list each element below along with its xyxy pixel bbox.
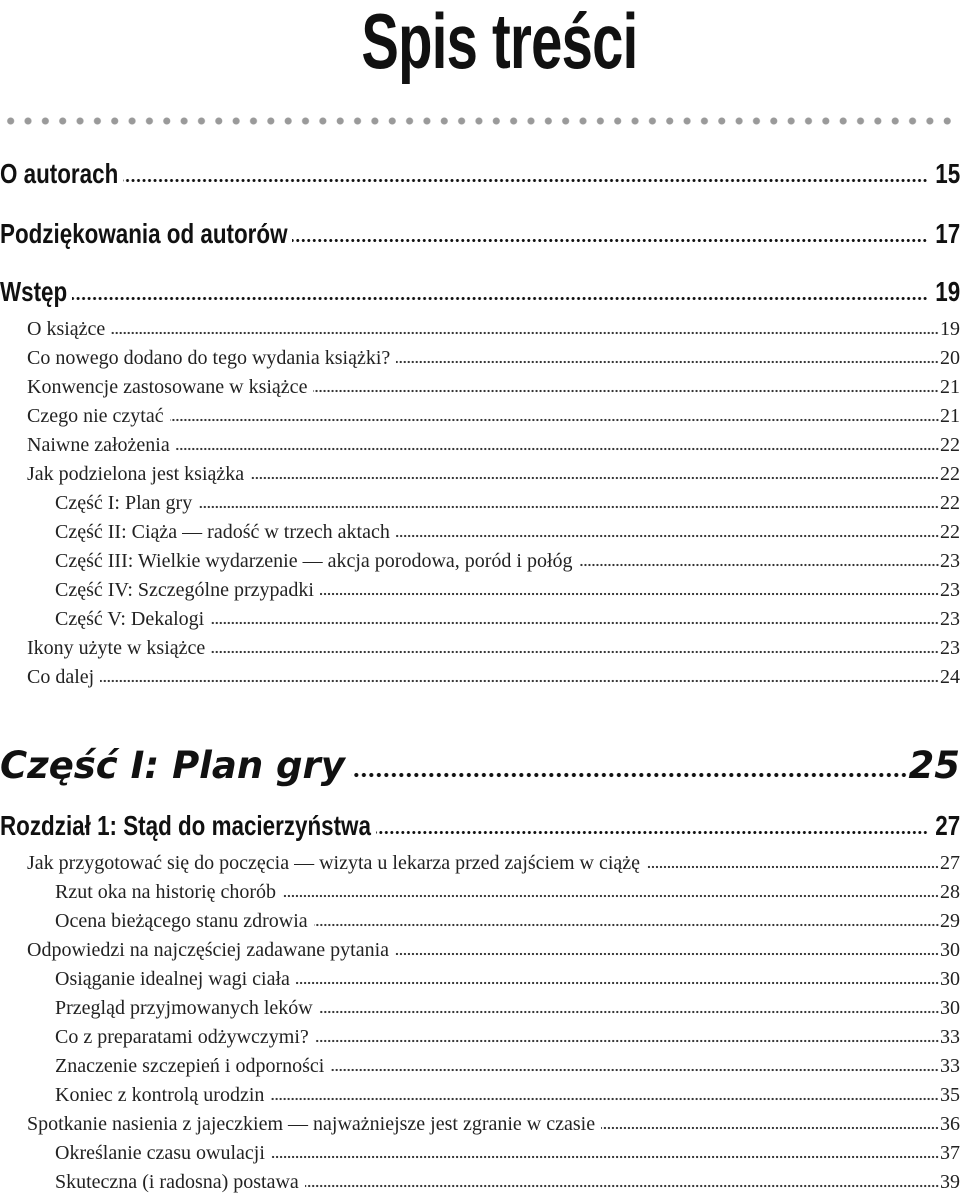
toc-entry-title: Podziękowania od autorów	[0, 218, 288, 249]
toc-entry[interactable]	[0, 744, 960, 792]
toc-entry-page: 22	[940, 434, 960, 456]
dot-leader	[210, 621, 939, 625]
toc-entry[interactable]	[0, 434, 960, 462]
toc-entry[interactable]	[0, 579, 960, 607]
toc-entry-page: 21	[940, 405, 960, 427]
toc-entry-title: Określanie czasu owulacji	[55, 1142, 265, 1164]
toc-entry-title: Część I: Plan gry	[0, 744, 345, 787]
toc-entry-page: 28	[940, 881, 960, 903]
dotted-divider	[2, 116, 958, 126]
toc-entry-title: Część I: Plan gry	[55, 492, 193, 514]
toc-entry-title: Rozdział 1: Stąd do macierzyństwa	[0, 810, 371, 841]
toc-entry-title: Rzut oka na historię chorób	[55, 881, 277, 903]
toc-entry-page: 33	[940, 1055, 960, 1077]
toc-entry-title: Konwencje zastosowane w książce	[27, 376, 308, 398]
toc-entry-page: 27	[940, 852, 960, 874]
toc-entry[interactable]	[0, 666, 960, 694]
toc-entry-title: Część III: Wielkie wydarzenie — akcja porodowa, poród i połóg	[55, 550, 573, 572]
dot-leader	[111, 331, 939, 335]
toc-entry[interactable]	[0, 1171, 960, 1199]
toc-entry-page: 22	[940, 521, 960, 543]
toc-entry[interactable]	[0, 1084, 960, 1112]
toc-entry[interactable]	[0, 910, 960, 938]
toc-entry[interactable]	[0, 881, 960, 909]
dot-leader	[282, 894, 939, 898]
dot-leader	[646, 865, 939, 869]
toc-entry-title: Część V: Dekalogi	[55, 608, 205, 630]
dot-leader	[292, 238, 928, 243]
toc-entry-title: Odpowiedzi na najczęściej zadawane pytania	[27, 939, 390, 961]
toc-entry[interactable]	[0, 608, 960, 636]
dot-leader	[123, 178, 928, 183]
dot-leader	[396, 360, 939, 364]
toc-entry-title: Jak przygotować się do poczęcia — wizyta u lekarza przed zajściem w ciążę	[27, 852, 641, 874]
toc-entry[interactable]	[0, 1113, 960, 1141]
dot-leader	[100, 679, 939, 683]
toc-entry-page: 27	[935, 810, 960, 841]
toc-entry[interactable]	[0, 376, 960, 404]
dot-leader	[396, 534, 939, 538]
toc-entry-title: Skuteczna (i radosna) postawa	[55, 1171, 299, 1193]
toc-entry[interactable]	[0, 276, 960, 312]
toc-entry-title: Co nowego dodano do tego wydania książki?	[27, 347, 391, 369]
toc-entry-page: 30	[940, 968, 960, 990]
dot-leader	[198, 505, 939, 509]
toc-entry-title: Spotkanie nasienia z jajeczkiem — najważniejsze jest zgranie w czasie	[27, 1113, 596, 1135]
dot-leader	[270, 1097, 939, 1101]
toc-entry[interactable]	[0, 1142, 960, 1170]
toc-entry[interactable]	[0, 318, 960, 346]
toc-entry-page: 35	[940, 1084, 960, 1106]
toc-entry[interactable]	[0, 939, 960, 967]
toc-entry-title: Przegląd przyjmowanych leków	[55, 997, 313, 1019]
toc-entry[interactable]	[0, 1026, 960, 1054]
toc-entry-title: Co z preparatami odżywczymi?	[55, 1026, 309, 1048]
toc-entry-page: 29	[940, 910, 960, 932]
dot-leader	[601, 1126, 939, 1130]
toc-entry-title: Osiąganie idealnej wagi ciała	[55, 968, 290, 990]
toc-entry-title: Ikony użyte w książce	[27, 637, 206, 659]
toc-entry-page: 19	[940, 318, 960, 340]
toc-entry[interactable]	[0, 637, 960, 665]
toc-entry-page: 23	[940, 608, 960, 630]
toc-entry-title: Ocena bieżącego stanu zdrowia	[55, 910, 308, 932]
toc-entry[interactable]	[0, 997, 960, 1025]
toc-entry[interactable]	[0, 347, 960, 375]
toc-entry[interactable]	[0, 492, 960, 520]
toc-entry-title: Koniec z kontrolą urodzin	[55, 1084, 265, 1106]
toc-entry-title: Część II: Ciąża — radość w trzech aktach	[55, 521, 390, 543]
dot-leader	[315, 1039, 939, 1043]
toc-entry-page: 23	[940, 579, 960, 601]
dot-leader	[176, 447, 939, 451]
dot-leader	[250, 476, 939, 480]
toc-entry-page: 36	[940, 1113, 960, 1135]
toc-entry-title: Znaczenie szczepień i odporności	[55, 1055, 325, 1077]
toc-entry-page: 22	[940, 492, 960, 514]
toc-entry[interactable]	[0, 218, 960, 254]
dot-leader	[313, 389, 939, 393]
toc-entry-page: 30	[940, 997, 960, 1019]
toc-entry-page: 39	[940, 1171, 960, 1193]
toc-entry[interactable]	[0, 405, 960, 433]
toc-entry[interactable]	[0, 810, 960, 846]
toc-entry-page: 37	[940, 1142, 960, 1164]
toc-entry[interactable]	[0, 550, 960, 578]
toc-entry-title: Co dalej	[27, 666, 95, 688]
toc-entry-page: 15	[935, 158, 960, 189]
toc-entry-page: 21	[940, 376, 960, 398]
page-title: Spis treści	[361, 0, 638, 85]
toc-entry-page: 23	[940, 550, 960, 572]
toc-entry-page: 30	[940, 939, 960, 961]
dot-leader	[319, 1010, 939, 1014]
toc-entry-page: 24	[940, 666, 960, 688]
toc-entry[interactable]	[0, 1055, 960, 1083]
dot-leader	[395, 952, 939, 956]
dot-leader	[376, 830, 928, 835]
toc-entry[interactable]	[0, 521, 960, 549]
toc-entry-page: 19	[935, 276, 960, 307]
dot-leader	[211, 650, 939, 654]
dot-leader	[271, 1155, 939, 1159]
dot-leader	[296, 981, 939, 985]
toc-entry[interactable]	[0, 968, 960, 996]
dot-leader	[351, 772, 908, 778]
dot-leader	[305, 1184, 939, 1188]
toc-entry-title: Część IV: Szczególne przypadki	[55, 579, 314, 601]
toc-entry[interactable]	[0, 852, 960, 880]
toc-entry-title: O książce	[27, 318, 106, 340]
toc-entry-title: Jak podzielona jest książka	[27, 463, 245, 485]
dot-leader	[170, 418, 939, 422]
dot-leader	[314, 923, 939, 927]
toc-entry[interactable]	[0, 463, 960, 491]
toc-entry-title: Naiwne założenia	[27, 434, 170, 456]
dot-leader	[72, 296, 928, 301]
toc-entry-page: 22	[940, 463, 960, 485]
dot-leader	[320, 592, 939, 596]
toc-entry[interactable]	[0, 158, 960, 194]
toc-entry-page: 25	[908, 744, 960, 787]
toc-entry-page: 17	[935, 218, 960, 249]
toc-entry-title: Czego nie czytać	[27, 405, 164, 427]
toc-entry-title: O autorach	[0, 158, 119, 189]
toc-entry-page: 23	[940, 637, 960, 659]
toc-entry-page: 33	[940, 1026, 960, 1048]
toc-entry-title: Wstęp	[0, 276, 68, 307]
dot-leader	[579, 563, 939, 567]
dot-leader	[330, 1068, 939, 1072]
toc-entry-page: 20	[940, 347, 960, 369]
